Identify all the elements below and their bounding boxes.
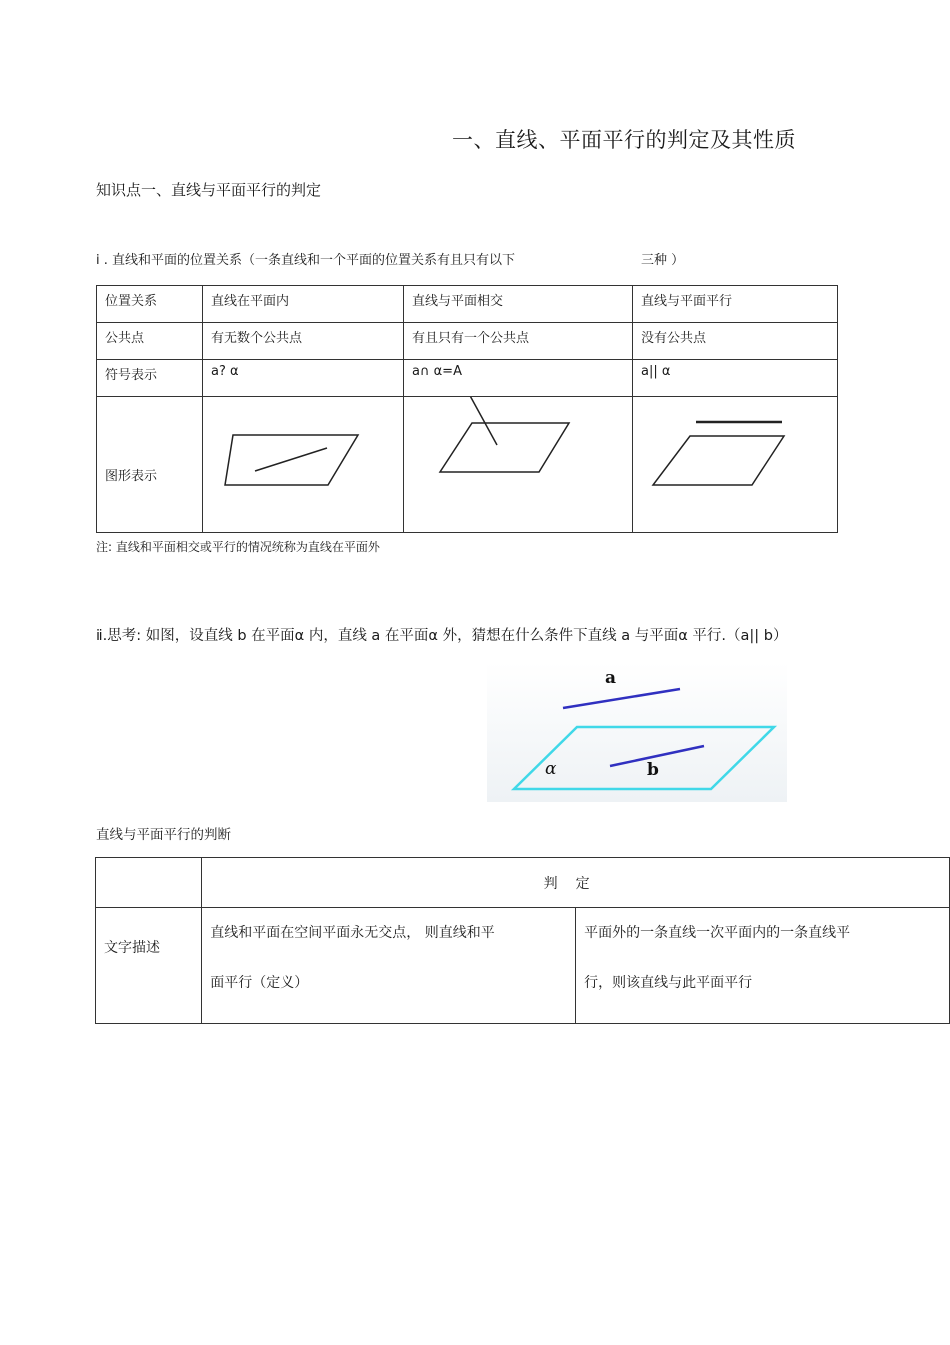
table-cell-empty: [96, 858, 202, 908]
text-line: 面平行（定义）: [210, 975, 309, 991]
section-i-text: [96, 249, 685, 268]
line-shape: [255, 448, 327, 471]
table-row: [96, 858, 950, 908]
table-cell: 有无数个公共点: [203, 323, 404, 360]
table-cell: 直线与平面平行: [633, 286, 838, 323]
line-plane-figure: [487, 662, 787, 802]
table-cell-label: 文字描述: [96, 908, 202, 1024]
line-shape: [468, 397, 497, 445]
table-header: 判定: [202, 858, 950, 908]
section-ii-text: ⅱ.思考: 如图，设直线 b 在平面α 内，直线 a 在平面α 外，猜想在什么条件下直线 a 与平面α 平行.（a|| b）: [96, 628, 788, 644]
section-subtitle: 知识点一、直线与平面平行的判定: [96, 181, 322, 199]
text-line: 直线和平面在空间平面永无交点， 则直线和平: [210, 925, 495, 941]
table-cell: [202, 908, 576, 1024]
table-row: [97, 286, 838, 323]
text-line: 平面外的一条直线一次平面内的一条直线平: [584, 925, 851, 941]
label-alpha: α: [545, 759, 557, 779]
table-row: [97, 360, 838, 397]
label-b: b: [647, 760, 659, 780]
table-row: [97, 323, 838, 360]
judgement-table: [95, 857, 950, 1024]
note-text: 注: 直线和平面相交或平行的情况统称为直线在平面外: [96, 540, 380, 554]
table-row-figures: [97, 397, 838, 533]
figure-row-label: 图形表示: [105, 469, 158, 484]
text-line: 行，则该直线与此平面平行: [584, 975, 753, 991]
table-cell: a? α: [203, 360, 404, 397]
section-heading-judgement: 直线与平面平行的判断: [96, 827, 231, 843]
table-cell: 直线在平面内: [203, 286, 404, 323]
table-cell: a|| α: [633, 360, 838, 397]
position-relation-table: [96, 285, 838, 533]
section-i-tail: 三种 ）: [641, 253, 685, 268]
plane-shape: [440, 423, 569, 472]
table-cell: a∩ α=A: [404, 360, 633, 397]
table-cell: 直线与平面相交: [404, 286, 633, 323]
figure-line-intersects-plane: [404, 397, 633, 533]
figure-line-parallel-plane: [633, 397, 838, 533]
figure-line-in-plane: [203, 397, 404, 533]
table-cell: 有且只有一个公共点: [404, 323, 633, 360]
table-cell: 公共点: [97, 323, 203, 360]
table-cell: [97, 397, 203, 533]
section-i-main: i . 直线和平面的位置关系（一条直线和一个平面的位置关系有且只有以下: [96, 253, 516, 268]
plane-shape: [653, 436, 784, 485]
table-cell: 位置关系: [97, 286, 203, 323]
table-cell: 符号表示: [97, 360, 203, 397]
table-cell: [576, 908, 950, 1024]
table-cell: 没有公共点: [633, 323, 838, 360]
page-title: 一、直线、平面平行的判定及其性质: [452, 128, 796, 152]
label-a: a: [605, 668, 617, 688]
table-row: [96, 908, 950, 1024]
